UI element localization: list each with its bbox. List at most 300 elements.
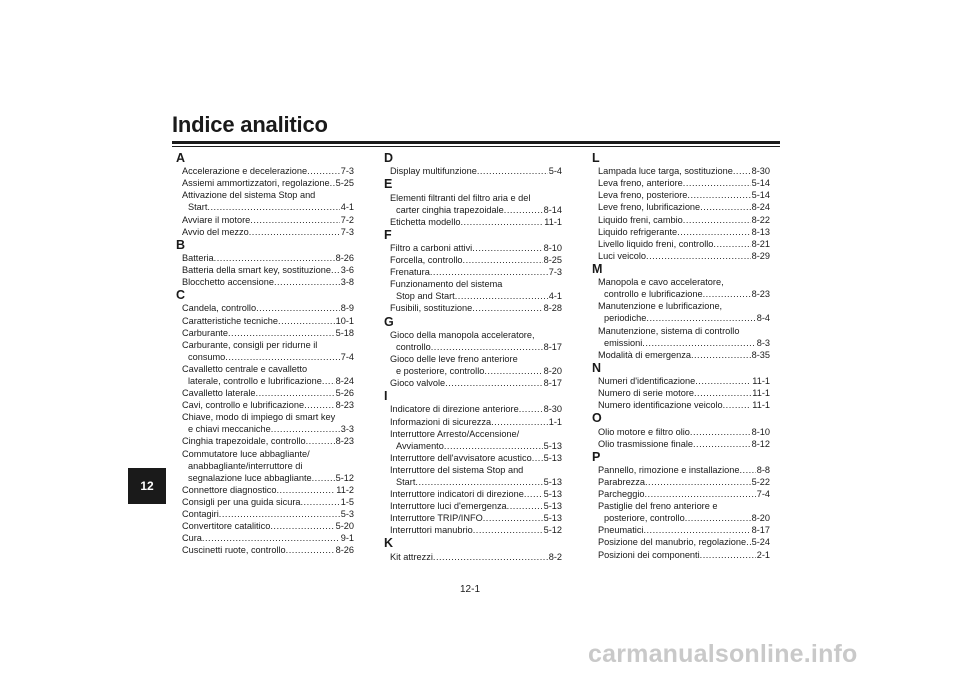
watermark: carmanualsonline.info bbox=[588, 640, 858, 668]
index-entry-page: 3-3 bbox=[340, 424, 354, 435]
index-entry-text: Start bbox=[396, 476, 416, 487]
leader-dots bbox=[430, 266, 548, 278]
leader-dots bbox=[415, 476, 542, 488]
index-entry bbox=[176, 276, 354, 288]
index-entry-page: 8-4 bbox=[756, 313, 770, 324]
index-entry bbox=[384, 524, 562, 536]
index-entry bbox=[176, 484, 354, 496]
index-entry-text: Cuscinetti ruote, controllo bbox=[182, 545, 286, 556]
index-entry bbox=[384, 403, 562, 415]
index-entry bbox=[176, 399, 354, 411]
index-entry bbox=[384, 192, 562, 216]
index-entry-text: Interruttore dell'avvisatore acustico bbox=[390, 452, 532, 463]
leader-dots bbox=[256, 302, 340, 314]
index-entry bbox=[176, 448, 354, 484]
index-entry bbox=[592, 201, 770, 213]
index-entry-page: 5-13 bbox=[543, 440, 562, 451]
index-entry-text: Manopola e cavo acceleratore, bbox=[598, 277, 724, 288]
index-entry-text: Interruttore Arresto/Accensione/ bbox=[390, 428, 520, 439]
index-entry bbox=[384, 329, 562, 353]
index-entry-text: Fusibili, sostituzione bbox=[390, 303, 473, 314]
index-entry-page: 1-5 bbox=[340, 496, 354, 507]
index-entry-text: Chiave, modo di impiego di smart key bbox=[182, 412, 336, 423]
index-entry-page: 8-23 bbox=[751, 289, 770, 300]
index-entry bbox=[176, 339, 354, 363]
leader-dots bbox=[693, 438, 751, 450]
index-letter-heading: G bbox=[384, 314, 394, 329]
leader-dots bbox=[700, 201, 750, 213]
index-entry bbox=[176, 387, 354, 399]
index-entry-text: Numero identificazione veicolo bbox=[598, 400, 723, 411]
leader-dots bbox=[691, 349, 751, 361]
index-entry-page: 5-4 bbox=[548, 166, 562, 177]
leader-dots bbox=[685, 512, 751, 524]
index-entry-page: 8-10 bbox=[751, 426, 770, 437]
index-entry-text: Consigli per una guida sicura bbox=[182, 496, 301, 507]
index-entry bbox=[176, 327, 354, 339]
index-entry-page: 4-1 bbox=[548, 291, 562, 302]
index-letter-heading: I bbox=[384, 389, 388, 404]
index-entry-text: Avviamento bbox=[396, 440, 444, 451]
index-entry-text: Etichetta modello bbox=[390, 216, 461, 227]
leader-dots bbox=[733, 165, 751, 177]
index-entry bbox=[384, 512, 562, 524]
index-entry-page: 5-24 bbox=[751, 537, 770, 548]
leader-dots bbox=[483, 512, 543, 524]
index-entry-page: 5-18 bbox=[335, 327, 354, 338]
index-entry bbox=[592, 189, 770, 201]
index-entry-text: Pastiglie del freno anteriore e bbox=[598, 501, 718, 512]
index-entry bbox=[592, 464, 770, 476]
index-entry-text: Frenatura bbox=[390, 267, 430, 278]
leader-dots bbox=[646, 250, 751, 262]
index-entry-page: 11-1 bbox=[752, 388, 770, 399]
index-entry-text: Forcella, controllo bbox=[390, 255, 463, 266]
index-entry-page: 1-1 bbox=[548, 416, 562, 427]
index-entry-page: 7-4 bbox=[756, 489, 770, 500]
leader-dots bbox=[524, 488, 543, 500]
index-entry bbox=[592, 325, 770, 349]
index-entry bbox=[176, 532, 354, 544]
leader-dots bbox=[274, 276, 340, 288]
index-entry bbox=[384, 428, 562, 452]
index-entry-page: 8-12 bbox=[751, 438, 770, 449]
index-entry-page: 5-20 bbox=[335, 521, 354, 532]
index-entry-text: posteriore, controllo bbox=[604, 513, 685, 524]
index-entry-text: Pneumatici bbox=[598, 525, 644, 536]
index-entry-page: 8-14 bbox=[543, 204, 562, 215]
index-entry-page: 5-14 bbox=[751, 190, 770, 201]
index-entry-text: Parabrezza bbox=[598, 476, 645, 487]
index-entry-page: 7-3 bbox=[548, 267, 562, 278]
leader-dots bbox=[463, 254, 543, 266]
index-letter-heading: E bbox=[384, 177, 393, 192]
index-entry-page: 11-1 bbox=[752, 376, 770, 387]
leader-dots bbox=[491, 416, 548, 428]
index-entry-text: Interruttore del sistema Stop and bbox=[390, 464, 524, 475]
index-entry-page: 8-17 bbox=[543, 341, 562, 352]
index-entry bbox=[592, 238, 770, 250]
leader-dots bbox=[472, 242, 542, 254]
index-entry-text: anabbagliante/interruttore di bbox=[188, 460, 303, 471]
leader-dots bbox=[645, 476, 751, 488]
index-entry-text: Cura bbox=[182, 533, 202, 544]
leader-dots bbox=[739, 464, 755, 476]
leader-dots bbox=[277, 484, 336, 496]
leader-dots bbox=[207, 201, 339, 213]
index-entry bbox=[176, 363, 354, 387]
index-entry-text: Cavalletto laterale bbox=[182, 388, 256, 399]
index-entry-text: Cinghia trapezoidale, controllo bbox=[182, 436, 306, 447]
index-entry-text: e posteriore, controllo bbox=[396, 366, 485, 377]
index-entry bbox=[384, 416, 562, 428]
index-entry bbox=[592, 177, 770, 189]
index-entry bbox=[592, 250, 770, 262]
index-entry-text: consumo bbox=[188, 351, 226, 362]
index-entry bbox=[176, 302, 354, 314]
index-entry-page: 8-13 bbox=[751, 226, 770, 237]
leader-dots bbox=[677, 226, 750, 238]
index-letter-heading: D bbox=[384, 151, 394, 165]
index-entry bbox=[592, 488, 770, 500]
index-entry bbox=[176, 189, 354, 213]
index-entry bbox=[384, 254, 562, 266]
index-entry bbox=[592, 375, 770, 387]
index-entry-text: Modalità di emergenza bbox=[598, 349, 691, 360]
index-entry-page: 5-13 bbox=[543, 501, 562, 512]
index-entry bbox=[176, 411, 354, 435]
index-entry-page: 8-3 bbox=[756, 337, 770, 348]
index-entry bbox=[176, 252, 354, 264]
index-entry-page: 4-1 bbox=[340, 202, 354, 213]
index-entry-text: Contagiri bbox=[182, 509, 219, 520]
index-column-3 bbox=[592, 151, 770, 561]
index-entry-text: controllo bbox=[396, 341, 431, 352]
index-entry-text: Pannello, rimozione e installazione bbox=[598, 464, 740, 475]
index-entry bbox=[176, 520, 354, 532]
index-entry-page: 8-35 bbox=[751, 349, 770, 360]
index-entry-text: Posizione del manubrio, regolazione bbox=[598, 537, 747, 548]
leader-dots bbox=[473, 524, 543, 536]
index-entry bbox=[592, 500, 770, 524]
index-entry-page: 8-25 bbox=[543, 255, 562, 266]
leader-dots bbox=[532, 452, 543, 464]
leader-dots bbox=[331, 264, 340, 276]
index-entry-text: Display multifunzione bbox=[390, 166, 477, 177]
index-entry-text: Manutenzione, sistema di controllo bbox=[598, 325, 740, 336]
index-entry-text: Indicatore di direzione anteriore bbox=[390, 404, 519, 415]
index-entry bbox=[384, 551, 562, 563]
leader-dots bbox=[286, 544, 335, 556]
index-entry bbox=[592, 399, 770, 411]
index-entry-text: controllo e lubrificazione bbox=[604, 289, 703, 300]
index-entry-page: 8-26 bbox=[335, 545, 354, 556]
leader-dots bbox=[271, 423, 340, 435]
index-entry-text: Interruttore luci d'emergenza bbox=[390, 501, 507, 512]
index-letter-heading: C bbox=[176, 288, 186, 303]
index-entry-text: Leva freno, anteriore bbox=[598, 178, 683, 189]
index-entry-text: Cavi, controllo e lubrificazione bbox=[182, 400, 305, 411]
index-entry-page: 8-2 bbox=[548, 551, 562, 562]
index-entry bbox=[384, 464, 562, 488]
index-entry bbox=[592, 214, 770, 226]
index-entry-page: 10-1 bbox=[335, 315, 354, 326]
index-entry-text: Parcheggio bbox=[598, 489, 645, 500]
index-entry bbox=[176, 315, 354, 327]
index-entry bbox=[592, 476, 770, 488]
index-entry-text: Liquido freni, cambio bbox=[598, 214, 683, 225]
leader-dots bbox=[214, 252, 335, 264]
index-entry bbox=[176, 165, 354, 177]
index-entry-page: 11-1 bbox=[544, 216, 562, 227]
index-entry-page: 8-22 bbox=[751, 214, 770, 225]
index-entry-page: 8-29 bbox=[751, 250, 770, 261]
index-entry bbox=[176, 496, 354, 508]
index-entry bbox=[592, 438, 770, 450]
index-entry-page: 8-23 bbox=[335, 436, 354, 447]
leader-dots bbox=[455, 290, 548, 302]
index-entry bbox=[176, 264, 354, 276]
index-entry-page: 8-30 bbox=[751, 166, 770, 177]
leader-dots bbox=[270, 520, 334, 532]
index-entry bbox=[592, 536, 770, 548]
index-entry-text: Start bbox=[188, 202, 208, 213]
leader-dots bbox=[460, 216, 543, 228]
index-column-1 bbox=[176, 151, 354, 556]
leader-dots bbox=[301, 496, 340, 508]
index-entry-text: Interruttori manubrio bbox=[390, 525, 473, 536]
index-entry bbox=[384, 266, 562, 278]
index-entry-page: 2-1 bbox=[756, 549, 770, 560]
index-entry-text: Candela, controllo bbox=[182, 303, 257, 314]
index-entry-text: Carburante, consigli per ridurne il bbox=[182, 339, 318, 350]
index-entry-page: 8-8 bbox=[756, 464, 770, 475]
page-title: Indice analitico bbox=[172, 112, 328, 137]
index-letter-heading: A bbox=[176, 151, 186, 165]
leader-dots bbox=[695, 375, 751, 387]
index-entry-page: 8-20 bbox=[543, 366, 562, 377]
chapter-tab: 12 bbox=[128, 468, 166, 504]
index-entry-page: 5-13 bbox=[543, 452, 562, 463]
leader-dots bbox=[322, 375, 335, 387]
leader-dots bbox=[444, 440, 543, 452]
index-entry-text: Manutenzione e lubrificazione, bbox=[598, 301, 723, 312]
leader-dots bbox=[477, 165, 548, 177]
index-letter-heading: F bbox=[384, 227, 392, 242]
leader-dots bbox=[484, 365, 542, 377]
index-column-2 bbox=[384, 151, 562, 563]
index-entry-text: Gioco della manopola acceleratore, bbox=[390, 329, 535, 340]
index-entry-text: Avvio del mezzo bbox=[182, 226, 249, 237]
index-entry bbox=[592, 226, 770, 238]
index-entry-text: Gioco valvole bbox=[390, 378, 446, 389]
index-letter-heading: O bbox=[592, 411, 602, 426]
index-entry-text: Olio trasmissione finale bbox=[598, 438, 693, 449]
index-entry-text: Funzionamento del sistema bbox=[390, 279, 503, 290]
index-entry-text: Interruttore TRIP/INFO bbox=[390, 513, 483, 524]
leader-dots bbox=[445, 377, 542, 389]
leader-dots bbox=[683, 214, 751, 226]
index-entry-text: carter cinghia trapezoidale bbox=[396, 204, 504, 215]
leader-dots bbox=[646, 312, 755, 324]
index-entry-text: Stop and Start bbox=[396, 291, 455, 302]
index-entry-page: 5-13 bbox=[543, 489, 562, 500]
header-rule-thick bbox=[172, 141, 780, 144]
index-entry-text: Avviare il motore bbox=[182, 214, 251, 225]
index-entry-text: Leva freno, posteriore bbox=[598, 190, 688, 201]
index-entry bbox=[592, 349, 770, 361]
leader-dots bbox=[433, 551, 548, 563]
index-entry-page: 8-24 bbox=[335, 376, 354, 387]
index-entry-text: Assiemi ammortizzatori, regolazione bbox=[182, 178, 330, 189]
index-entry-page: 5-13 bbox=[543, 476, 562, 487]
index-entry-page: 8-23 bbox=[335, 400, 354, 411]
index-entry-text: Lampada luce targa, sostituzione bbox=[598, 166, 733, 177]
index-entry-page: 11-1 bbox=[752, 400, 770, 411]
index-entry bbox=[592, 524, 770, 536]
leader-dots bbox=[507, 500, 543, 512]
index-entry bbox=[592, 387, 770, 399]
page-number: 12-1 bbox=[460, 584, 481, 595]
index-entry-text: Posizioni dei componenti bbox=[598, 549, 700, 560]
index-letter-heading: L bbox=[592, 151, 600, 165]
index-entry bbox=[384, 278, 562, 302]
index-entry-page: 8-17 bbox=[543, 378, 562, 389]
index-entry-page: 8-24 bbox=[751, 202, 770, 213]
leader-dots bbox=[723, 399, 752, 411]
index-letter-heading: P bbox=[592, 449, 601, 464]
index-entry bbox=[176, 544, 354, 556]
index-entry-text: Carburante bbox=[182, 327, 228, 338]
leader-dots bbox=[306, 435, 335, 447]
index-entry bbox=[592, 549, 770, 561]
index-entry-page: 5-25 bbox=[335, 178, 354, 189]
index-entry-text: e chiavi meccaniche bbox=[188, 424, 271, 435]
index-entry-text: Informazioni di sicurezza bbox=[390, 416, 492, 427]
index-entry-page: 5-12 bbox=[543, 525, 562, 536]
leader-dots bbox=[256, 387, 335, 399]
index-entry-page: 7-3 bbox=[340, 226, 354, 237]
index-entry-page: 8-30 bbox=[543, 404, 562, 415]
index-entry-text: Caratteristiche tecniche bbox=[182, 315, 279, 326]
leader-dots bbox=[472, 302, 542, 314]
index-entry-text: Batteria della smart key, sostituzione bbox=[182, 265, 331, 276]
leader-dots bbox=[249, 226, 340, 238]
index-entry-text: Elementi filtranti del filtro aria e del bbox=[390, 192, 531, 203]
index-entry-text: Accelerazione e decelerazione bbox=[182, 166, 308, 177]
leader-dots bbox=[278, 315, 335, 327]
index-letter-heading: B bbox=[176, 237, 186, 252]
index-entry-page: 5-22 bbox=[751, 476, 770, 487]
index-entry-text: periodiche bbox=[604, 313, 647, 324]
index-entry-page: 8-10 bbox=[543, 242, 562, 253]
leader-dots bbox=[683, 177, 751, 189]
index-entry-text: Numero di serie motore bbox=[598, 388, 694, 399]
leader-dots bbox=[642, 337, 755, 349]
index-entry bbox=[592, 426, 770, 438]
index-entry-text: Attivazione del sistema Stop and bbox=[182, 190, 316, 201]
index-entry-text: Convertitore catalitico bbox=[182, 521, 271, 532]
leader-dots bbox=[431, 341, 543, 353]
index-entry-page: 5-14 bbox=[751, 178, 770, 189]
leader-dots bbox=[504, 204, 543, 216]
leader-dots bbox=[228, 327, 335, 339]
index-entry bbox=[384, 377, 562, 389]
index-entry-page: 9-1 bbox=[340, 533, 354, 544]
index-entry bbox=[384, 302, 562, 314]
index-entry-text: Luci veicolo bbox=[598, 250, 647, 261]
header-rule-thin bbox=[172, 146, 780, 147]
leader-dots bbox=[694, 387, 751, 399]
index-entry-page: 11-2 bbox=[336, 484, 354, 495]
index-entry bbox=[592, 276, 770, 300]
index-entry bbox=[384, 452, 562, 464]
index-entry-text: Blocchetto accensione bbox=[182, 277, 274, 288]
index-entry-page: 8-26 bbox=[335, 252, 354, 263]
index-entry-page: 7-3 bbox=[340, 166, 354, 177]
index-entry bbox=[176, 177, 354, 189]
index-entry bbox=[176, 214, 354, 226]
leader-dots bbox=[643, 524, 750, 536]
index-entry-text: Cavalletto centrale e cavalletto bbox=[182, 363, 308, 374]
leader-dots bbox=[202, 532, 340, 544]
index-entry-text: Kit attrezzi bbox=[390, 551, 433, 562]
leader-dots bbox=[312, 472, 335, 484]
index-entry-text: Olio motore e filtro olio bbox=[598, 426, 690, 437]
index-entry-text: Leve freno, lubrificazione bbox=[598, 202, 701, 213]
index-entry-text: laterale, controllo e lubrificazione bbox=[188, 376, 322, 387]
index-entry bbox=[384, 242, 562, 254]
index-entry-page: 7-4 bbox=[340, 351, 354, 362]
index-entry-text: Connettore diagnostico bbox=[182, 484, 277, 495]
index-entry-text: Commutatore luce abbagliante/ bbox=[182, 448, 310, 459]
index-entry-page: 3-8 bbox=[340, 277, 354, 288]
index-entry-text: emissioni bbox=[604, 337, 643, 348]
index-entry bbox=[592, 165, 770, 177]
index-entry bbox=[592, 300, 770, 324]
index-entry bbox=[176, 508, 354, 520]
index-entry-page: 7-2 bbox=[340, 214, 354, 225]
leader-dots bbox=[713, 238, 750, 250]
leader-dots bbox=[687, 189, 750, 201]
index-entry-page: 8-9 bbox=[340, 303, 354, 314]
leader-dots bbox=[700, 549, 756, 561]
index-letter-heading: N bbox=[592, 360, 602, 375]
index-entry-text: Batteria bbox=[182, 252, 214, 263]
index-entry bbox=[384, 500, 562, 512]
index-letter-heading: K bbox=[384, 536, 394, 551]
index-entry-text: Interruttore indicatori di direzione bbox=[390, 489, 524, 500]
index-entry bbox=[384, 488, 562, 500]
index-entry-text: Livello liquido freni, controllo bbox=[598, 238, 714, 249]
index-entry-page: 5-13 bbox=[543, 513, 562, 524]
index-entry-page: 5-12 bbox=[335, 472, 354, 483]
leader-dots bbox=[250, 214, 339, 226]
leader-dots bbox=[219, 508, 340, 520]
leader-dots bbox=[307, 165, 340, 177]
index-entry-page: 8-28 bbox=[543, 303, 562, 314]
leader-dots bbox=[644, 488, 755, 500]
index-entry bbox=[384, 165, 562, 177]
index-letter-heading: M bbox=[592, 261, 603, 276]
index-entry-text: Filtro a carboni attivi bbox=[390, 242, 473, 253]
index-entry-page: 8-20 bbox=[751, 513, 770, 524]
leader-dots bbox=[690, 426, 751, 438]
leader-dots bbox=[225, 351, 339, 363]
index-entry bbox=[176, 435, 354, 447]
index-entry-text: Numeri d'identificazione bbox=[598, 376, 696, 387]
leader-dots bbox=[304, 399, 335, 411]
